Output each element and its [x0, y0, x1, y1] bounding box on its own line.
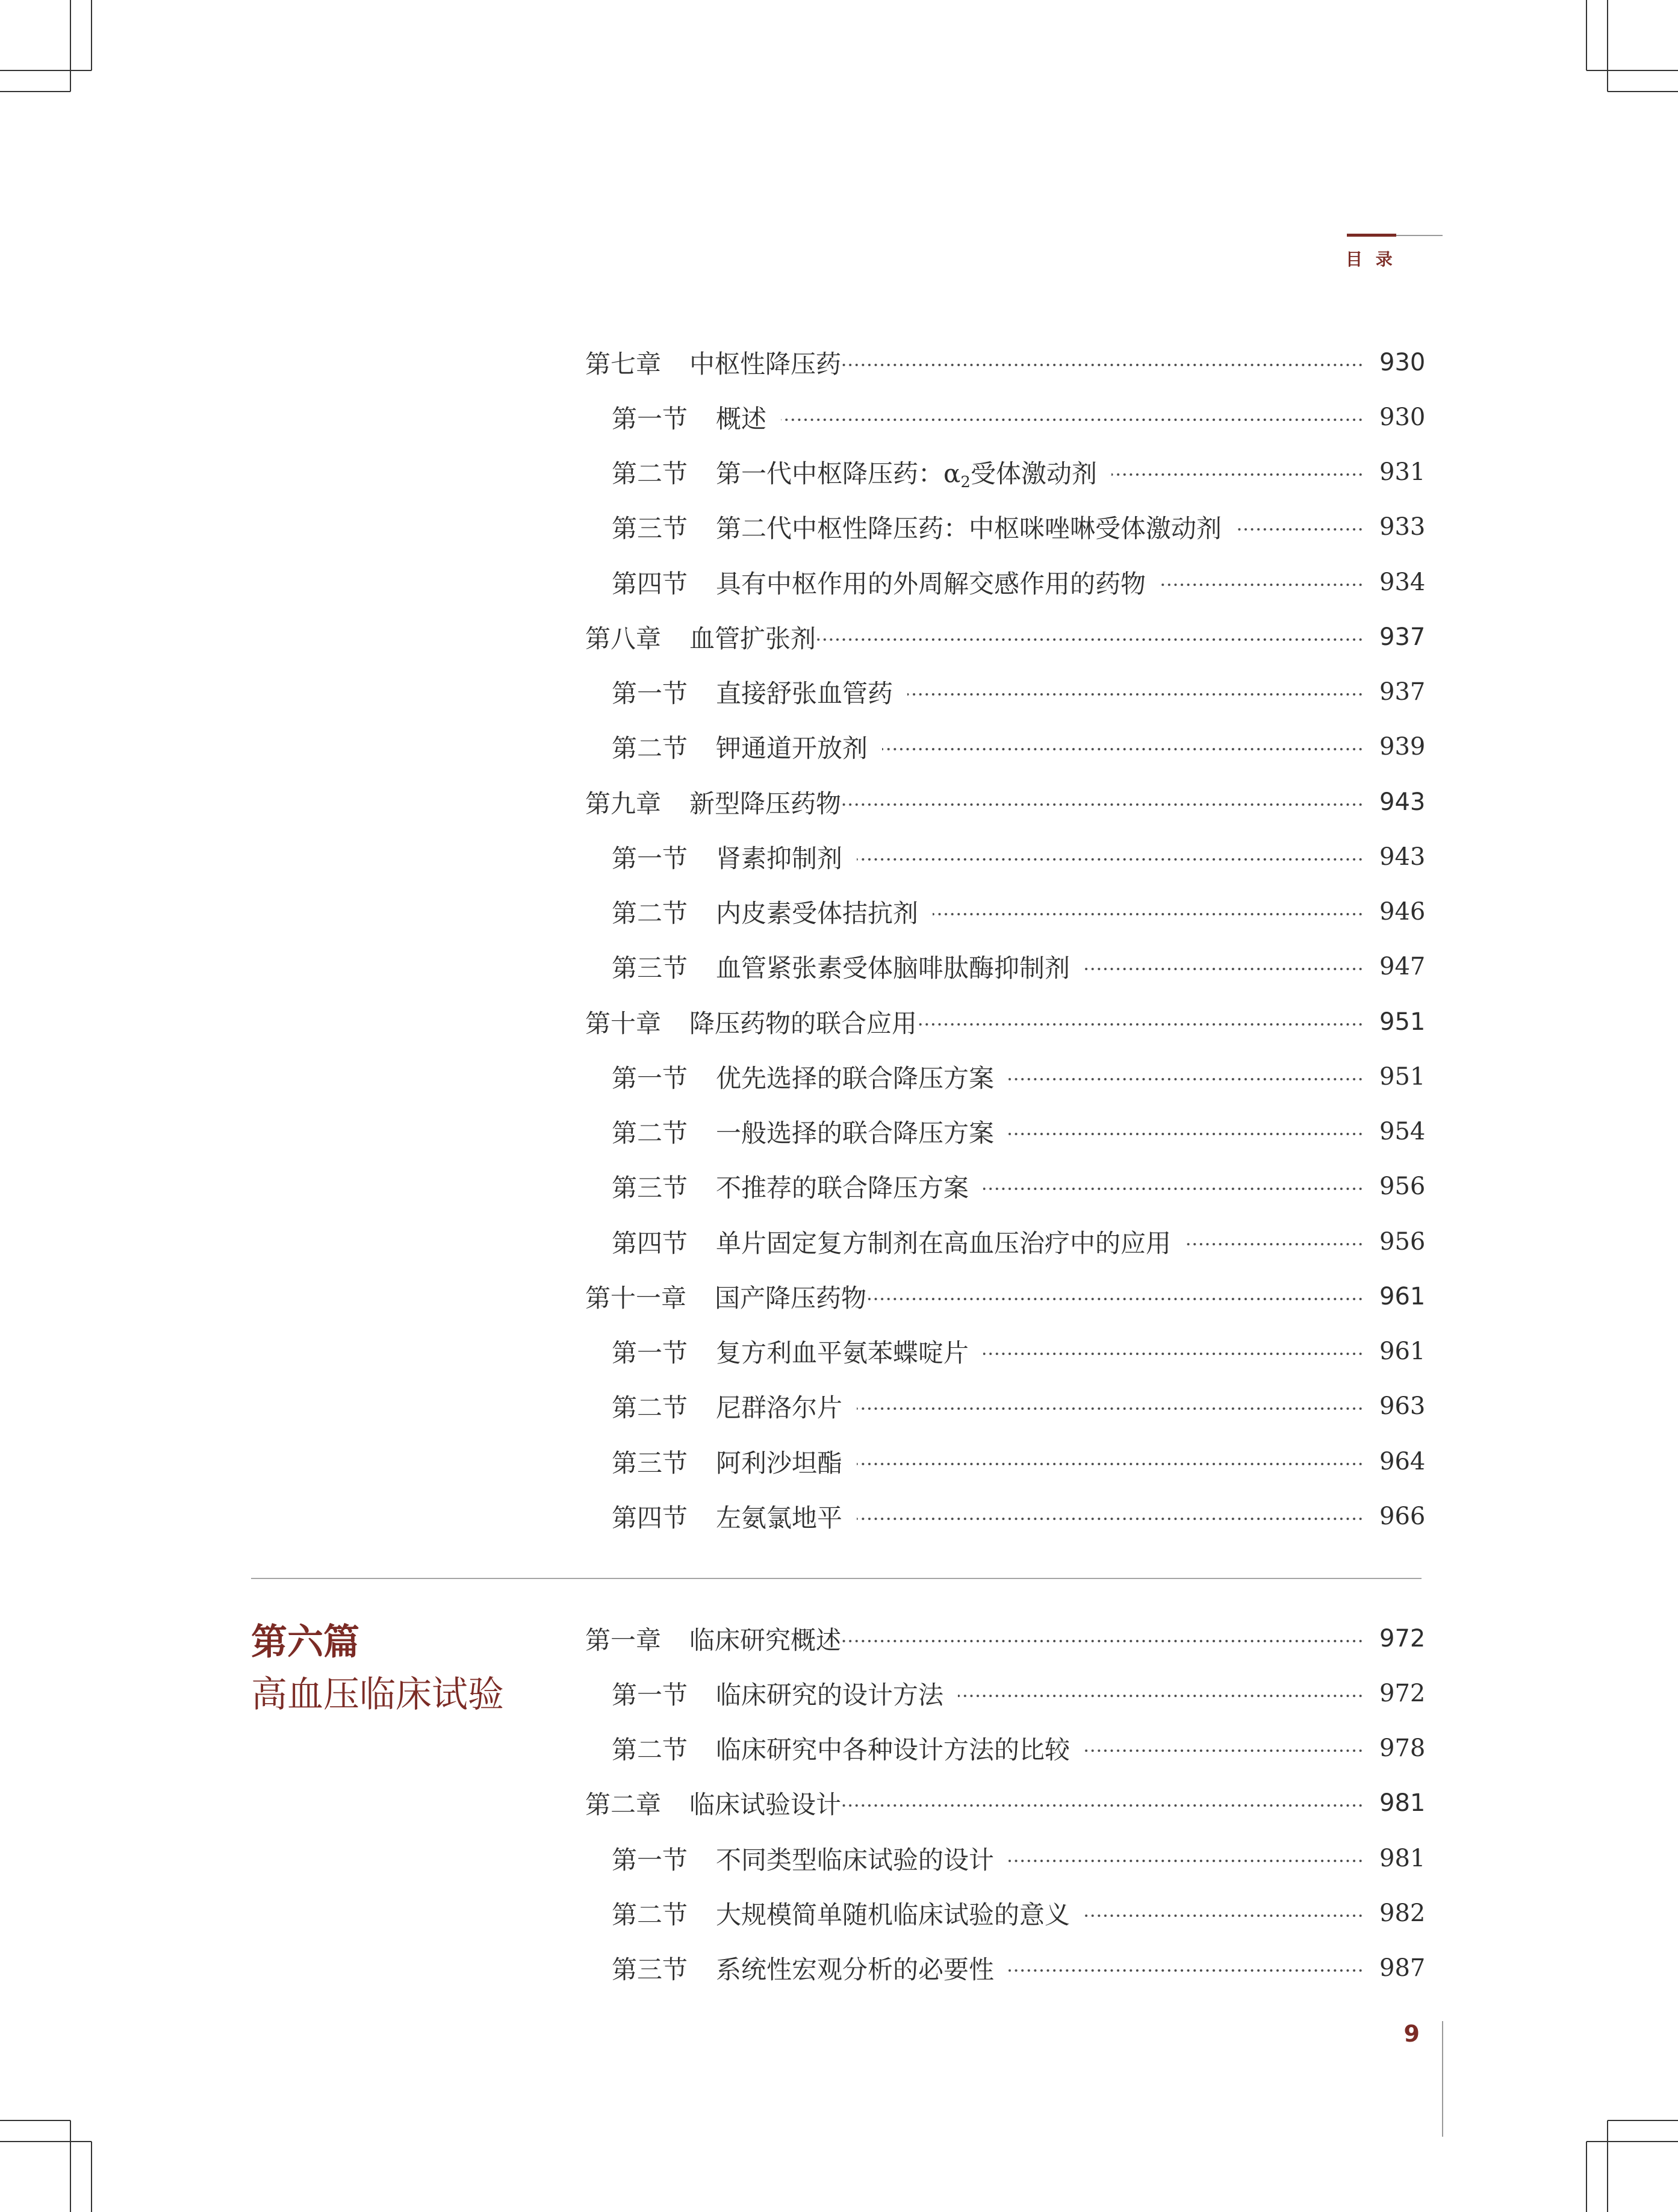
toc-entry-number: 第一章	[585, 1625, 662, 1655]
part-heading	[251, 1616, 504, 1721]
toc-entry-number: 第十章	[585, 1008, 662, 1038]
toc-entry-number: 第三节	[612, 1955, 688, 1985]
toc-entry-page: 946	[1379, 898, 1426, 926]
toc-entry-title-text: 内皮素受体拮抗剂	[716, 899, 919, 929]
toc-entry-title	[716, 949, 1070, 985]
toc-entry-page: 961	[1379, 1282, 1426, 1310]
toc-section-row	[585, 555, 1426, 609]
dot-leader	[857, 1504, 1364, 1529]
toc-entry-title	[715, 1279, 866, 1315]
toc-section-row	[585, 390, 1426, 444]
toc-entry-number: 第三节	[612, 953, 688, 983]
toc-entry-number: 第一节	[612, 403, 688, 434]
toc-entry-title-text: 不同类型临床试验的设计	[716, 1845, 995, 1875]
toc-entry-page: 982	[1379, 1899, 1426, 1927]
toc-entry-number: 第八章	[585, 623, 662, 653]
toc-entry-page: 972	[1379, 1679, 1426, 1707]
dot-leader	[857, 844, 1364, 870]
toc-entry-number: 第一节	[612, 1680, 688, 1710]
toc-entry-number: 第二节	[612, 1899, 688, 1930]
dot-leader	[1084, 954, 1364, 979]
dot-leader	[857, 1449, 1364, 1474]
toc-entry-title-text: 一般选择的联合降压方案	[716, 1118, 995, 1148]
toc-entry-title	[716, 1675, 943, 1712]
dot-leader	[1008, 1119, 1364, 1144]
toc-entry-title-text: 单片固定复方制剂在高血压治疗中的应用	[716, 1228, 1172, 1258]
toc-section-row	[585, 1159, 1426, 1214]
toc-entry-title-text: 左氨氯地平	[716, 1503, 843, 1533]
toc-entry-title-text: 优先选择的联合降压方案	[716, 1063, 995, 1093]
toc-entry-page: 930	[1379, 348, 1426, 376]
dot-leader	[1008, 1064, 1364, 1089]
toc-entry-title	[716, 1730, 1070, 1766]
toc-chapter-row	[585, 1776, 1426, 1831]
toc-entry-page: 933	[1379, 513, 1426, 541]
toc-entry-number: 第三节	[612, 1448, 688, 1478]
toc-entry-number: 第七章	[585, 349, 662, 379]
toc-section-row	[585, 500, 1426, 555]
toc-entry-page: 951	[1379, 1062, 1426, 1091]
toc-entry-title-text: 概述	[716, 403, 767, 434]
toc-section-row	[585, 1434, 1426, 1489]
toc-entry-page: 937	[1379, 678, 1426, 706]
toc-section-row	[585, 939, 1426, 994]
toc-entry-title-text: 钾通道开放剂	[716, 734, 868, 764]
toc-section-row	[585, 1886, 1426, 1940]
toc-entry-page: 937	[1379, 623, 1426, 651]
toc-entry-page: 961	[1379, 1338, 1426, 1366]
toc-entry-page: 964	[1379, 1447, 1426, 1475]
toc-section-row	[585, 720, 1426, 774]
toc-entry-page: 943	[1379, 788, 1426, 816]
toc-entry-title-text: 降压药物的联合应用	[689, 1008, 918, 1038]
toc-entry-title	[716, 1168, 969, 1204]
toc-section-row	[585, 1214, 1426, 1269]
toc-entry-title	[716, 1224, 1171, 1260]
toc-entry-page: 939	[1379, 733, 1426, 761]
dot-leader	[933, 899, 1364, 924]
toc-entry-title	[716, 1498, 842, 1534]
toc-entry-number: 第二节	[612, 1735, 688, 1765]
toc-entry-title	[716, 674, 893, 710]
toc-entry-title	[716, 1388, 842, 1424]
toc-entry-title	[716, 564, 1146, 600]
toc-chapter-row	[585, 335, 1426, 390]
dot-leader	[1084, 1736, 1364, 1761]
toc-entry-title	[716, 1444, 842, 1480]
toc-entry-title-text: 大规模简单随机临床试验的意义	[716, 1899, 1071, 1930]
toc-entry-title	[689, 1004, 917, 1040]
toc-section-row	[585, 829, 1426, 884]
part-number: 第六篇	[251, 1621, 359, 1663]
toc-section-row	[585, 1104, 1426, 1159]
toc-entry-number: 第二节	[612, 1393, 688, 1423]
toc-entry-title-text: 临床研究概述	[689, 1625, 842, 1655]
toc-entry-title-text: 临床试验设计	[689, 1790, 842, 1820]
toc-entry-page: 972	[1379, 1624, 1426, 1653]
toc-entry-number: 第二节	[612, 1118, 688, 1148]
toc-entry-title	[716, 399, 766, 435]
toc-section-row	[585, 1831, 1426, 1886]
toc-entry-page: 981	[1379, 1789, 1426, 1818]
dot-leader	[868, 1284, 1364, 1309]
toc-entry-page: 951	[1379, 1008, 1426, 1036]
dot-leader	[842, 350, 1364, 375]
toc-entry-title-text: 系统性宏观分析的必要性	[716, 1955, 995, 1985]
toc-entry-title	[716, 729, 868, 765]
dot-leader	[842, 1626, 1364, 1651]
dot-leader	[842, 1790, 1364, 1816]
dot-leader	[857, 1394, 1364, 1419]
toc-list-main	[585, 335, 1426, 1544]
dot-leader	[882, 734, 1364, 759]
toc-entry-number: 第二章	[585, 1790, 662, 1820]
toc-entry-title	[716, 1895, 1070, 1931]
toc-entry-number: 第一节	[612, 1338, 688, 1368]
toc-section-row	[585, 665, 1426, 720]
toc-entry-page: 981	[1379, 1844, 1426, 1872]
toc-entry-page: 934	[1379, 568, 1426, 596]
toc-section-row	[585, 1666, 1426, 1721]
toc-entry-title-text: 血管紧张素受体脑啡肽酶抑制剂	[716, 953, 1071, 983]
toc-entry-number: 第十一章	[585, 1283, 687, 1313]
toc-entry-number: 第四节	[612, 1503, 688, 1533]
dot-leader	[781, 405, 1364, 430]
toc-section-row	[585, 445, 1426, 500]
dot-leader	[1111, 460, 1364, 485]
toc-entry-number: 第三节	[612, 514, 688, 544]
toc-chapter-row	[585, 1611, 1426, 1666]
toc-entry-number: 第一节	[612, 1845, 688, 1875]
toc-entry-page: 966	[1379, 1502, 1426, 1530]
toc-entry-title-text: 临床研究的设计方法	[716, 1680, 944, 1710]
toc-entry-title-text: 具有中枢作用的外周解交感作用的药物	[716, 569, 1146, 599]
toc-chapter-row	[585, 994, 1426, 1049]
toc-entry-title	[716, 509, 1222, 545]
toc-entry-title	[716, 839, 842, 875]
toc-section-row	[585, 1324, 1426, 1379]
dot-leader	[1008, 1846, 1364, 1871]
toc-entry-title	[689, 1621, 841, 1657]
toc-entry-number: 第四节	[612, 1228, 688, 1258]
dot-leader	[983, 1339, 1364, 1364]
toc-entry-title-text: 直接舒张血管药	[716, 679, 893, 709]
toc-entry-title	[716, 894, 918, 930]
dot-leader	[1008, 1955, 1364, 1981]
toc-entry-page: 956	[1379, 1173, 1426, 1201]
dot-leader	[1160, 570, 1364, 595]
toc-entry-number: 第二节	[612, 459, 688, 489]
toc-section-row	[585, 1941, 1426, 1996]
toc-entry-title-text: 不推荐的联合降压方案	[716, 1173, 969, 1203]
toc-entry-number: 第三节	[612, 1173, 688, 1203]
toc-entry-title	[716, 1840, 994, 1877]
toc-entry-title	[689, 619, 816, 655]
toc-entry-number: 第四节	[612, 569, 688, 599]
toc-entry-title-text: 第二代中枢性降压药：中枢咪唑啉受体激动剂	[716, 514, 1222, 544]
toc-entry-title-text: 尼群洛尔片	[716, 1393, 843, 1423]
dot-leader	[817, 625, 1364, 650]
toc-chapter-row	[585, 609, 1426, 664]
running-header-title: 目 录	[1346, 249, 1396, 269]
toc-section-row	[585, 1489, 1426, 1544]
toc-entry-page: 987	[1379, 1954, 1426, 1983]
dot-leader	[1185, 1229, 1364, 1254]
toc-entry-title-text: 中枢性降压药	[689, 349, 842, 379]
toc-entry-number: 第二节	[612, 734, 688, 764]
part-divider	[251, 1578, 1422, 1579]
toc-entry-page: 931	[1379, 458, 1426, 487]
toc-chapter-row	[585, 1269, 1426, 1324]
toc-entry-page: 954	[1379, 1118, 1426, 1146]
toc-entry-title-text: 临床研究中各种设计方法的比较	[716, 1735, 1071, 1765]
toc-section-row	[585, 1721, 1426, 1776]
toc-entry-page: 978	[1379, 1734, 1426, 1763]
toc-entry-title-text: 阿利沙坦酯	[716, 1448, 843, 1478]
dot-leader	[1084, 1901, 1364, 1926]
toc-entry-number: 第九章	[585, 788, 662, 818]
toc-entry-page: 930	[1379, 403, 1426, 431]
toc-entry-title	[689, 344, 841, 381]
toc-entry-title	[716, 454, 1097, 490]
toc-entry-page: 956	[1379, 1227, 1426, 1256]
toc-entry-title	[716, 1333, 969, 1369]
toc-entry-number: 第一节	[612, 843, 688, 873]
toc-entry-page: 963	[1379, 1392, 1426, 1421]
toc-list-part	[585, 1611, 1426, 1996]
toc-section-row	[585, 1379, 1426, 1434]
toc-chapter-row	[585, 774, 1426, 829]
toc-entry-title-text: 国产降压药物	[715, 1283, 867, 1313]
dot-leader	[958, 1681, 1364, 1706]
toc-entry-number: 第一节	[612, 679, 688, 709]
toc-entry-title	[716, 1114, 994, 1150]
toc-entry-title	[689, 1785, 841, 1821]
part-title: 高血压临床试验	[251, 1674, 504, 1716]
dot-leader	[842, 790, 1364, 815]
toc-entry-title-text: 新型降压药物	[689, 788, 842, 818]
toc-entry-number: 第一节	[612, 1063, 688, 1093]
toc-entry-title	[689, 784, 841, 820]
header-rule	[1396, 235, 1443, 236]
toc-entry-title	[716, 1950, 994, 1986]
toc-entry-title-text: 肾素抑制剂	[716, 843, 843, 873]
dot-leader	[1236, 514, 1364, 540]
toc-entry-number: 第二节	[612, 899, 688, 929]
toc-section-row	[585, 885, 1426, 939]
folio-rule	[1442, 2021, 1443, 2137]
toc-entry-title-text: 第一代中枢降压药：α	[716, 459, 961, 489]
header-accent-rule	[1347, 234, 1396, 237]
dot-leader	[918, 1009, 1364, 1035]
dot-leader	[983, 1174, 1364, 1199]
toc-entry-title-text: 复方利血平氨苯蝶啶片	[716, 1338, 969, 1368]
toc-entry-title-subscript: 2	[960, 473, 971, 492]
toc-entry-title-text: 受体激动剂	[970, 459, 1097, 489]
toc-section-row	[585, 1049, 1426, 1104]
dot-leader	[907, 679, 1364, 705]
toc-entry-title	[716, 1059, 994, 1095]
page-number: 9	[1403, 2020, 1420, 2047]
toc-entry-page: 943	[1379, 843, 1426, 871]
toc-entry-title-text: 血管扩张剂	[689, 623, 816, 653]
toc-entry-page: 947	[1379, 953, 1426, 981]
